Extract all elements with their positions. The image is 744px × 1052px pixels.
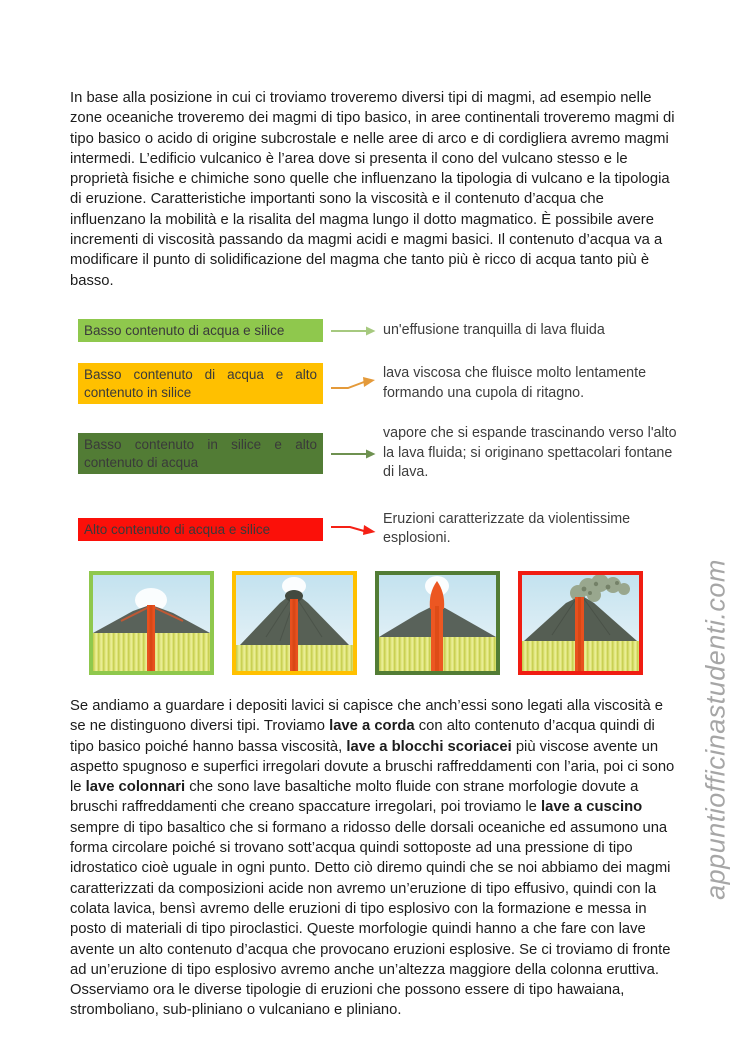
magma-label-box: Basso contenuto di acqua e silice <box>78 319 323 343</box>
watermark-text: appuntiofficinastudenti.com <box>700 559 731 900</box>
page-content <box>70 0 678 1021</box>
volcano-illustrations-row <box>89 571 678 675</box>
magma-row-basso-silice-alto-acqua <box>78 424 678 483</box>
magma-description: lava viscosa che fluisce molto lentamente formando una cupola di ritagno. <box>383 365 647 401</box>
magma-label-box: Basso contenuto di acqua e alto contenuto in silice <box>78 363 323 404</box>
magma-label-box: Alto contenuto di acqua e silice <box>78 518 323 542</box>
magma-row-basso-acqua-silice <box>78 319 678 343</box>
arrow-right-icon <box>330 324 376 338</box>
volcano-image-dome <box>232 571 357 675</box>
magma-description: un'effusione tranquilla di lava fluida <box>383 321 605 338</box>
paragraph-depositi-lavici: Se andiamo a guardare i depositi lavici si capisce che anch’essi sono legati alla viscosità e se ne distinguono diversi tipi. Troviamo lave a corda con alto contenuto d’acqua quindi di tipo basico poiché hanno bassa viscosità, lave a blocchi scoriacei più viscose avente un aspetto spugnoso e superfici irregolari dovute a bruschi raffreddamenti con l’aria, poi ci sono le lave colonnari che sono lave basaltiche molto fluide con strane morfologie dovute a bruschi raffreddamenti che creano spaccature irregolari, poi troviamo le lave a cuscino sempre di tipo basaltico che si formano a ridosso delle dorsali oceaniche ed assumono una forma circolare poiché si trovano sott’acqua quindi sottoposte ad una pressione di tipo idrostatico cioè uguale in ogni punto. Detto ciò diremo quindi che se noi abbiamo dei magmi caratterizzati da composizioni acide non avremo un’eruzione di tipo effusivo, quindi con la colata lavica, bensì avremo delle eruzioni di tipo esplosivo con la formazione e messa in posto di materiali di tipo piroclastici. Queste morfologie quindi hanno a che fare con lave avente un alto contenuto d’acqua che provocano eruzioni esplosive. Se ci troviamo di fronte ad un’eruzione di tipo esplosivo avremo anche un’altezza maggiore della colonna eruttiva. Osserviamo ora le diverse tipologie di eruzioni che possono essere di tipo hawaiana, stromboliano, sub-pliniano o vulcaniano e pliniano. <box>70 697 675 1019</box>
paragraph-intro: In base alla posizione in cui ci troviamo troveremo diversi tipi di magmi, ad esempio nelle zone oceaniche troveremo dei magmi di tipo basico, in aree continentali troveremo magmi di tipo basico o acido di origine subcrostale e nelle aree di arco e di cordigliera avremo magmi intermedi. L’edificio vulcanico è l’area dove si presenta il cono del vulcano stesso e le proprietà fisiche e chimiche sono quelle che influenzano la tipologia di vulcano e la tipologia di eruzione. Caratteristiche importanti sono la viscosità e il contenuto d’acqua che influenzano la mobilità e la risalita del magma lungo il dotto magmatico. È possibile avere incrementi di viscosità passando da magmi acidi e magmi basici. Il contenuto d’acqua va a modificare il punto di solidificazione del magma che tanto più è ricco di acqua tanto più è basso. <box>70 90 675 289</box>
magma-row-basso-acqua-alto-silice <box>78 363 678 404</box>
arrow-right-icon <box>330 447 376 461</box>
volcano-image-lava-fountain <box>375 571 500 675</box>
arrow-right-icon <box>330 374 376 394</box>
magma-description: Eruzioni caratterizzate da violentissime esplosioni. <box>383 510 631 547</box>
arrow-right-icon <box>330 521 376 537</box>
magma-label-box: Basso contenuto in silice e alto contenuto di acqua <box>78 433 323 474</box>
magma-description: vapore che si espande trascinando verso l'alto la lava fluida; si originano spettacolari fontane di lava. <box>383 425 677 481</box>
volcano-image-effusive <box>89 571 214 675</box>
magma-row-alto-acqua-silice <box>78 510 678 549</box>
volcano-image-explosive <box>518 571 643 675</box>
